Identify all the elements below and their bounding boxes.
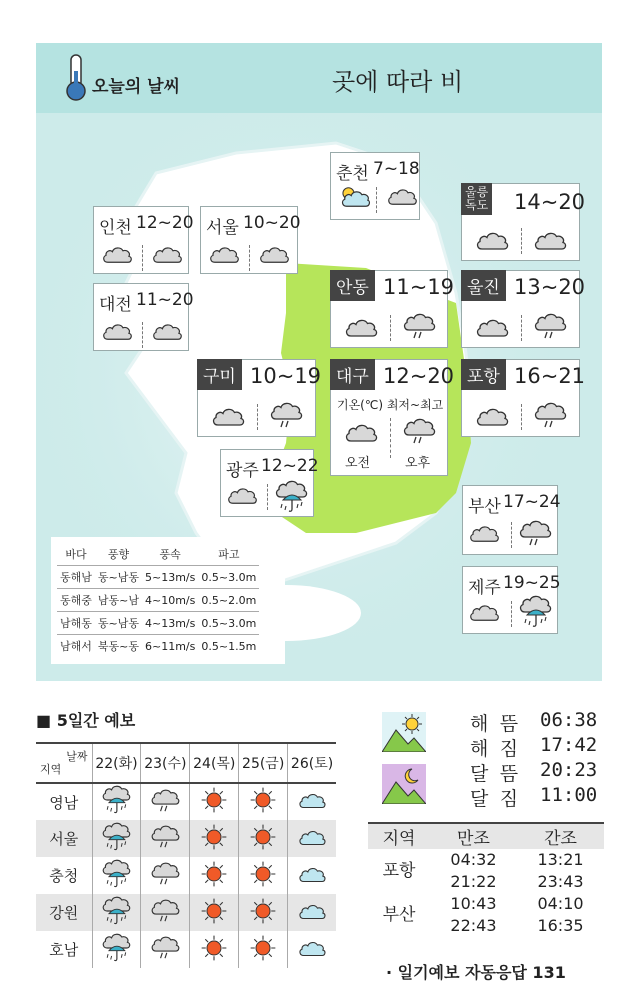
cloud-rain-icon xyxy=(149,787,181,814)
table-row xyxy=(57,589,259,612)
city-name: 포항 xyxy=(461,359,506,390)
cloud-icon xyxy=(225,484,259,506)
divider xyxy=(521,315,522,341)
sea-cell: 4~10m/s xyxy=(142,589,198,612)
cloud-icon xyxy=(150,320,184,342)
tide-table xyxy=(368,822,604,937)
city-name: 춘천 xyxy=(336,164,369,184)
cloud-umbrella-icon xyxy=(100,933,132,963)
date-header: 22(화) xyxy=(92,743,141,783)
sea-header: 풍향 xyxy=(107,548,130,561)
sun-icon xyxy=(200,786,228,814)
sea-conditions-box xyxy=(51,537,285,664)
cloud-icon xyxy=(474,404,510,428)
forecast-table xyxy=(36,742,336,968)
cloud-rain-icon xyxy=(149,860,181,887)
thermometer-icon xyxy=(62,53,90,103)
sea-cell: 0.5~3.0m xyxy=(198,612,259,635)
tide-header: 간조 xyxy=(517,823,604,849)
temp-range: 13~20 xyxy=(514,275,586,299)
divider xyxy=(390,315,391,341)
low-tide-time: 23:43 xyxy=(537,872,584,891)
divider xyxy=(142,245,143,271)
cloud-icon xyxy=(297,901,327,921)
sun-icon xyxy=(200,934,228,962)
divider xyxy=(376,187,377,213)
temp-range: 19~25 xyxy=(503,573,561,593)
card-ulleung xyxy=(461,183,586,261)
cloud-rain-icon xyxy=(401,416,437,446)
sea-cell: 동~남동 xyxy=(95,612,142,635)
sea-cell: 5~13m/s xyxy=(142,566,198,589)
corner-top: 날짜 xyxy=(66,750,88,763)
temp-range: 10~20 xyxy=(243,213,301,233)
tide-header: 지역 xyxy=(368,823,430,849)
date-header: 24(목) xyxy=(190,743,239,783)
sea-cell: 동해남 xyxy=(57,566,95,589)
city-name: 울진 xyxy=(461,270,506,301)
sun-moon-time: 11:00 xyxy=(540,784,598,806)
corner-bottom: 지역 xyxy=(40,763,62,776)
cloud-umbrella-icon xyxy=(100,822,132,852)
sun-moon-label: 달 짐 xyxy=(470,788,519,810)
sun-icon xyxy=(249,860,277,888)
sea-header: 바다 xyxy=(65,548,87,561)
city-name: 안동 xyxy=(330,270,375,301)
cloud-rain-icon xyxy=(532,400,568,430)
card-seoul xyxy=(200,206,301,274)
city-name: 구미 xyxy=(197,359,242,390)
cloud-icon xyxy=(532,228,568,252)
cloud-icon xyxy=(210,404,246,428)
divider xyxy=(249,245,250,271)
region-label: 서울 xyxy=(36,820,92,857)
cloud-icon xyxy=(467,601,501,623)
card-uljin xyxy=(461,270,586,348)
sea-cell: 남해동 xyxy=(57,612,95,635)
city-name: 서울 xyxy=(206,218,239,238)
cloud-icon xyxy=(257,243,291,265)
region-label: 영남 xyxy=(36,783,92,820)
card-pohang xyxy=(461,359,586,437)
cloud-icon xyxy=(385,185,419,207)
pm-label: 오후 xyxy=(405,456,431,471)
temp-range: 12~20 xyxy=(136,213,194,233)
card-jeju xyxy=(462,566,561,634)
sun-moon-label: 달 뜸 xyxy=(470,763,519,785)
tide-region: 포항 xyxy=(382,861,416,881)
region-label: 충청 xyxy=(36,857,92,894)
sun-moon-time: 17:42 xyxy=(540,734,598,756)
moon-mountain-icon xyxy=(382,764,426,804)
table-row xyxy=(57,612,259,635)
sun-icon xyxy=(200,860,228,888)
forecast-title: ■ 5일간 예보 xyxy=(36,711,136,730)
cloud-umbrella-icon xyxy=(100,785,132,815)
cloud-icon xyxy=(297,827,327,847)
date-header: 23(수) xyxy=(141,743,190,783)
sun-icon xyxy=(200,823,228,851)
temp-range: 17~24 xyxy=(503,492,561,512)
temp-range: 14~20 xyxy=(514,190,586,214)
temp-range: 11~20 xyxy=(136,290,194,310)
temp-range: 12~20 xyxy=(383,364,455,388)
sea-cell: 북동~동 xyxy=(95,635,142,658)
card-busan xyxy=(462,485,561,555)
table-row xyxy=(36,820,336,857)
sea-cell: 동해중 xyxy=(57,589,95,612)
city-name: 부산 xyxy=(468,497,501,517)
cloud-icon xyxy=(474,315,510,339)
cloud-umbrella-icon xyxy=(517,595,553,629)
divider xyxy=(521,404,522,430)
temp-range: 16~21 xyxy=(514,364,586,388)
high-tide-cell xyxy=(430,849,517,893)
card-gwangju xyxy=(220,449,319,517)
date-header: 25(금) xyxy=(239,743,288,783)
low-tide-time: 04:10 xyxy=(537,894,584,913)
low-tide-time: 13:21 xyxy=(537,850,584,869)
legend-label: 기온(℃) 최저~최고 xyxy=(337,398,444,412)
city-name: 제주 xyxy=(468,578,501,598)
sea-cell: 6~11m/s xyxy=(142,635,198,658)
cloud-icon xyxy=(100,320,134,342)
cloud-rain-icon xyxy=(532,311,568,341)
sea-header: 파고 xyxy=(218,548,240,561)
high-tide-time: 22:43 xyxy=(450,916,497,935)
card-daejeon xyxy=(93,283,194,351)
region-label: 강원 xyxy=(36,894,92,931)
sun-moon-time: 06:38 xyxy=(540,709,598,731)
cloud-umbrella-icon xyxy=(100,896,132,926)
cloud-rain-icon xyxy=(149,934,181,961)
high-tide-time: 04:32 xyxy=(450,850,497,869)
sea-header: 풍속 xyxy=(159,548,181,561)
cloud-rain-icon xyxy=(401,311,437,341)
sun-icon xyxy=(249,934,277,962)
divider xyxy=(257,404,258,430)
table-row xyxy=(57,635,259,658)
sun-moon-time: 20:23 xyxy=(540,759,598,781)
sun-icon xyxy=(249,897,277,925)
city-name: 대전 xyxy=(99,295,132,315)
sea-cell: 0.5~2.0m xyxy=(198,589,259,612)
divider xyxy=(142,322,143,348)
temp-range: 10~19 xyxy=(250,364,322,388)
sea-cell: 0.5~1.5m xyxy=(198,635,259,658)
date-header: 26(토) xyxy=(288,743,336,783)
sea-cell: 남해서 xyxy=(57,635,95,658)
table-row xyxy=(36,894,336,931)
headline: 곳에 따라 비 xyxy=(332,68,464,96)
sea-cell: 남동~남 xyxy=(95,589,142,612)
high-tide-cell xyxy=(430,893,517,937)
tide-region: 부산 xyxy=(382,905,416,925)
cloud-umbrella-icon xyxy=(100,859,132,889)
region-label: 호남 xyxy=(36,931,92,968)
low-tide-cell xyxy=(517,893,604,937)
divider xyxy=(521,228,522,254)
map-title: 오늘의 날씨 xyxy=(92,77,181,97)
cloud-icon xyxy=(297,790,327,810)
card-daegu xyxy=(330,359,455,476)
temp-range: 12~22 xyxy=(261,456,319,476)
cloud-rain-icon xyxy=(149,897,181,924)
high-tide-time: 10:43 xyxy=(450,894,497,913)
sun-cloud-icon xyxy=(337,185,371,209)
table-row xyxy=(368,893,604,937)
cloud-umbrella-icon xyxy=(273,480,309,514)
sun-moon-label: 해 뜸 xyxy=(470,713,519,735)
am-label: 오전 xyxy=(345,456,371,471)
cloud-rain-icon xyxy=(268,400,304,430)
sunrise-mountain-icon xyxy=(382,712,426,752)
cloud-icon xyxy=(467,522,501,544)
cloud-rain-icon xyxy=(149,823,181,850)
sea-conditions-table xyxy=(57,543,259,657)
card-andong xyxy=(330,270,455,348)
table-row xyxy=(36,857,336,894)
low-tide-cell xyxy=(517,849,604,893)
card-incheon xyxy=(93,206,194,274)
sea-cell: 동~남동 xyxy=(95,566,142,589)
table-row xyxy=(57,566,259,589)
table-row xyxy=(36,931,336,968)
city-name: 대구 xyxy=(330,359,375,390)
high-tide-time: 21:22 xyxy=(450,872,497,891)
card-gumi xyxy=(197,359,322,437)
temp-range: 7~18 xyxy=(373,159,420,179)
divider xyxy=(390,418,391,458)
cloud-icon xyxy=(474,228,510,252)
city-name: 울릉 독도 xyxy=(461,183,492,215)
sea-cell: 4~13m/s xyxy=(142,612,198,635)
cloud-icon xyxy=(207,243,241,265)
divider xyxy=(511,522,512,548)
divider xyxy=(267,484,268,510)
city-name: 인천 xyxy=(99,218,132,238)
cloud-icon xyxy=(150,243,184,265)
tide-header: 만조 xyxy=(430,823,517,849)
cloud-icon xyxy=(297,864,327,884)
city-name: 광주 xyxy=(226,461,259,481)
cloud-icon xyxy=(100,243,134,265)
divider xyxy=(511,601,512,627)
sea-cell: 0.5~3.0m xyxy=(198,566,259,589)
sun-icon xyxy=(249,823,277,851)
cloud-icon xyxy=(343,315,379,339)
cloud-rain-icon xyxy=(517,518,553,548)
table-row xyxy=(36,783,336,820)
cloud-icon xyxy=(297,938,327,958)
temp-range: 11~19 xyxy=(383,275,455,299)
sun-icon xyxy=(200,897,228,925)
corner-cell xyxy=(36,743,92,783)
sun-moon-label: 해 짐 xyxy=(470,738,519,760)
low-tide-time: 16:35 xyxy=(537,916,584,935)
sun-icon xyxy=(249,786,277,814)
footer-note: · 일기예보 자동응답 131 xyxy=(386,963,566,982)
table-row xyxy=(368,849,604,893)
cloud-icon xyxy=(343,420,379,444)
card-chuncheon xyxy=(330,152,420,220)
